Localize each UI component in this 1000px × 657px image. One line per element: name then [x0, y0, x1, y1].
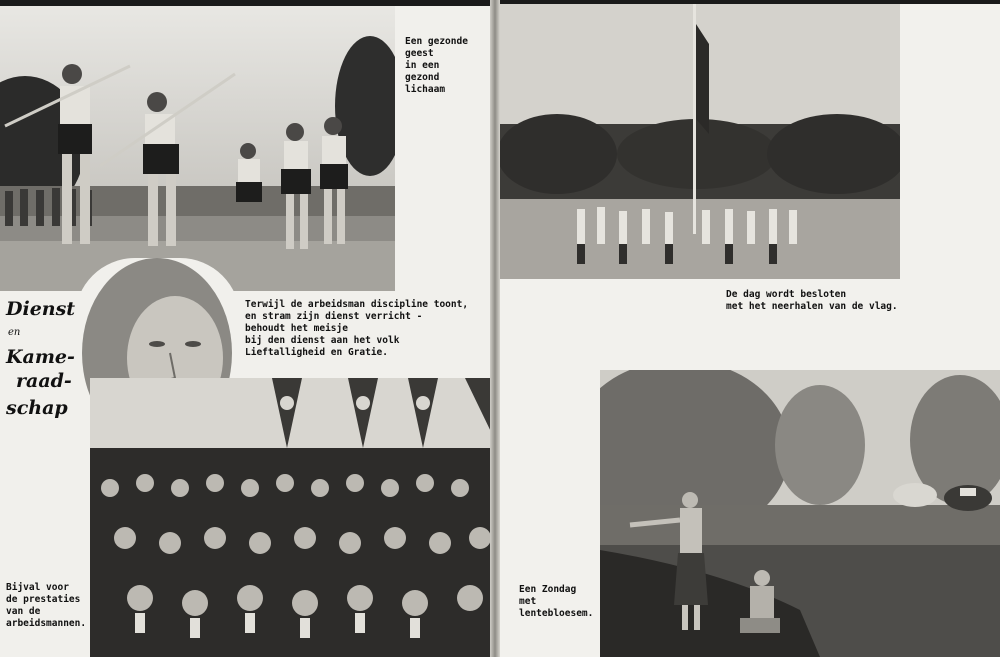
page-gutter	[490, 0, 500, 657]
blossom-photo	[600, 370, 1000, 657]
title-raad: raad-	[16, 370, 72, 392]
javelin-photo	[0, 6, 395, 291]
title-schap: schap	[6, 397, 68, 419]
caption-vlag: De dag wordt besloten met het neerhalen van de vlag.	[726, 289, 898, 312]
caption-bijval: Bijval voor de prestaties van de arbeidsmannen.	[6, 582, 87, 629]
caption-discipline: Terwijl de arbeidsman discipline toont, en stram zijn dienst verricht - behoudt het meisje bij den dienst aan het volk Lieftalligheid en Gratie.	[245, 299, 469, 358]
title-en: en	[8, 327, 21, 338]
caption-zondag: Een Zondag met lentebloesem.	[519, 584, 594, 619]
left-page	[0, 6, 494, 657]
title-dienst: Dienst	[6, 298, 76, 320]
title-kame: Kame-	[6, 346, 75, 368]
flag-ceremony-photo	[497, 4, 900, 279]
caption-gezonde-geest: Een gezonde geest in een gezond lichaam	[405, 36, 468, 95]
right-page	[494, 4, 1000, 657]
audience-photo	[90, 378, 494, 657]
